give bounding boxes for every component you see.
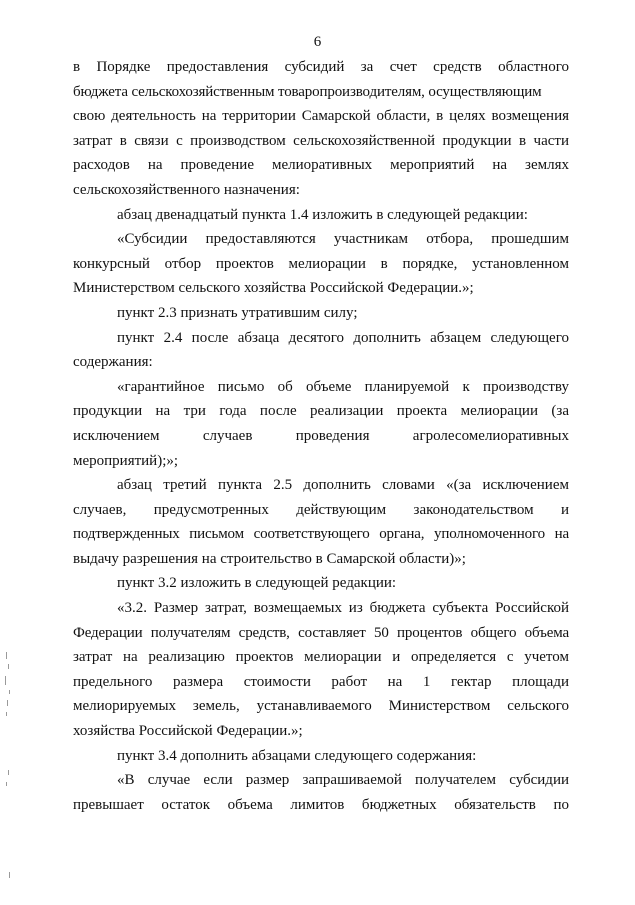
scan-mark (8, 664, 9, 669)
text-line: мероприятий);»; (73, 452, 179, 469)
scan-mark (9, 690, 10, 694)
text-line: пункт 2.3 признать утратившим силу; (117, 304, 358, 321)
text-line: пункт 2.4 после абзаца десятого дополнить абзацем следующего (117, 329, 569, 346)
text-line: бюджета сельскохозяйственным товаропроизводителям, осуществляющим (73, 83, 542, 100)
scan-margin-marks (0, 0, 14, 905)
text-line: превышает остаток объема лимитов бюджетных обязательств по (73, 796, 569, 813)
scan-mark (6, 712, 7, 716)
text-line: «3.2. Размер затрат, возмещаемых из бюджета субъекта Российской (117, 600, 569, 617)
text-line: содержания: (73, 354, 153, 371)
text-line: расходов на проведение мелиоративных мероприятий на землях (73, 157, 569, 174)
text-line: абзац двенадцатый пункта 1.4 изложить в следующей редакции: (117, 206, 528, 223)
text-line: в Порядке предоставления субсидий за счет средств областного (73, 59, 569, 75)
text-line: Министерством сельского хозяйства Российской Федерации.»; (73, 280, 474, 297)
scan-mark (5, 676, 6, 685)
scan-mark (9, 872, 10, 878)
text-line: предельного размера стоимости работ на 1 гектар площади (73, 673, 569, 690)
text-line: свою деятельность на территории Самарской области, в целях возмещения (73, 108, 569, 125)
text-line: конкурсный отбор проектов мелиорации в порядке, установленном (73, 255, 569, 272)
text-line: «В случае если размер запрашиваемой получателем субсидии (117, 772, 569, 789)
text-line: затрат на реализацию проектов мелиорации и определяется с учетом (73, 649, 569, 666)
document-body (73, 55, 569, 817)
text-line: затрат в связи с производством сельскохозяйственной продукции в части (73, 132, 569, 149)
text-line: подтвержденных письмом соответствующего органа, уполномоченного на (73, 526, 569, 543)
text-line: случаев, предусмотренных действующим законодательством и (73, 501, 569, 518)
text-line: пункт 3.4 дополнить абзацами следующего содержания: (117, 747, 477, 764)
text-line: абзац третий пункта 2.5 дополнить словами «(за исключением (117, 477, 569, 494)
text-line: выдачу разрешения на строительство в Самарской области)»; (73, 550, 466, 567)
text-line: исключением случаев проведения агролесомелиоративных (73, 427, 569, 444)
text-line: сельскохозяйственного назначения: (73, 181, 300, 198)
page-number: 6 (313, 34, 322, 50)
text-line: пункт 3.2 изложить в следующей редакции: (117, 575, 397, 592)
text-line: продукции на три года после реализации проекта мелиорации (за (73, 403, 569, 420)
text-line: хозяйства Российской Федерации.»; (73, 723, 303, 740)
text-line: «Субсидии предоставляются участникам отбора, прошедшим (117, 231, 569, 248)
text-line: мелиорируемых земель, устанавливаемого Министерством сельского (73, 698, 569, 715)
scan-mark (6, 652, 7, 659)
text-line: Федерации получателям средств, составляет 50 процентов общего объема (73, 624, 569, 641)
scan-mark (8, 770, 9, 775)
text-line: «гарантийное письмо об объеме планируемой к производству (117, 378, 569, 395)
scan-mark (7, 700, 8, 706)
scan-mark (6, 782, 7, 786)
